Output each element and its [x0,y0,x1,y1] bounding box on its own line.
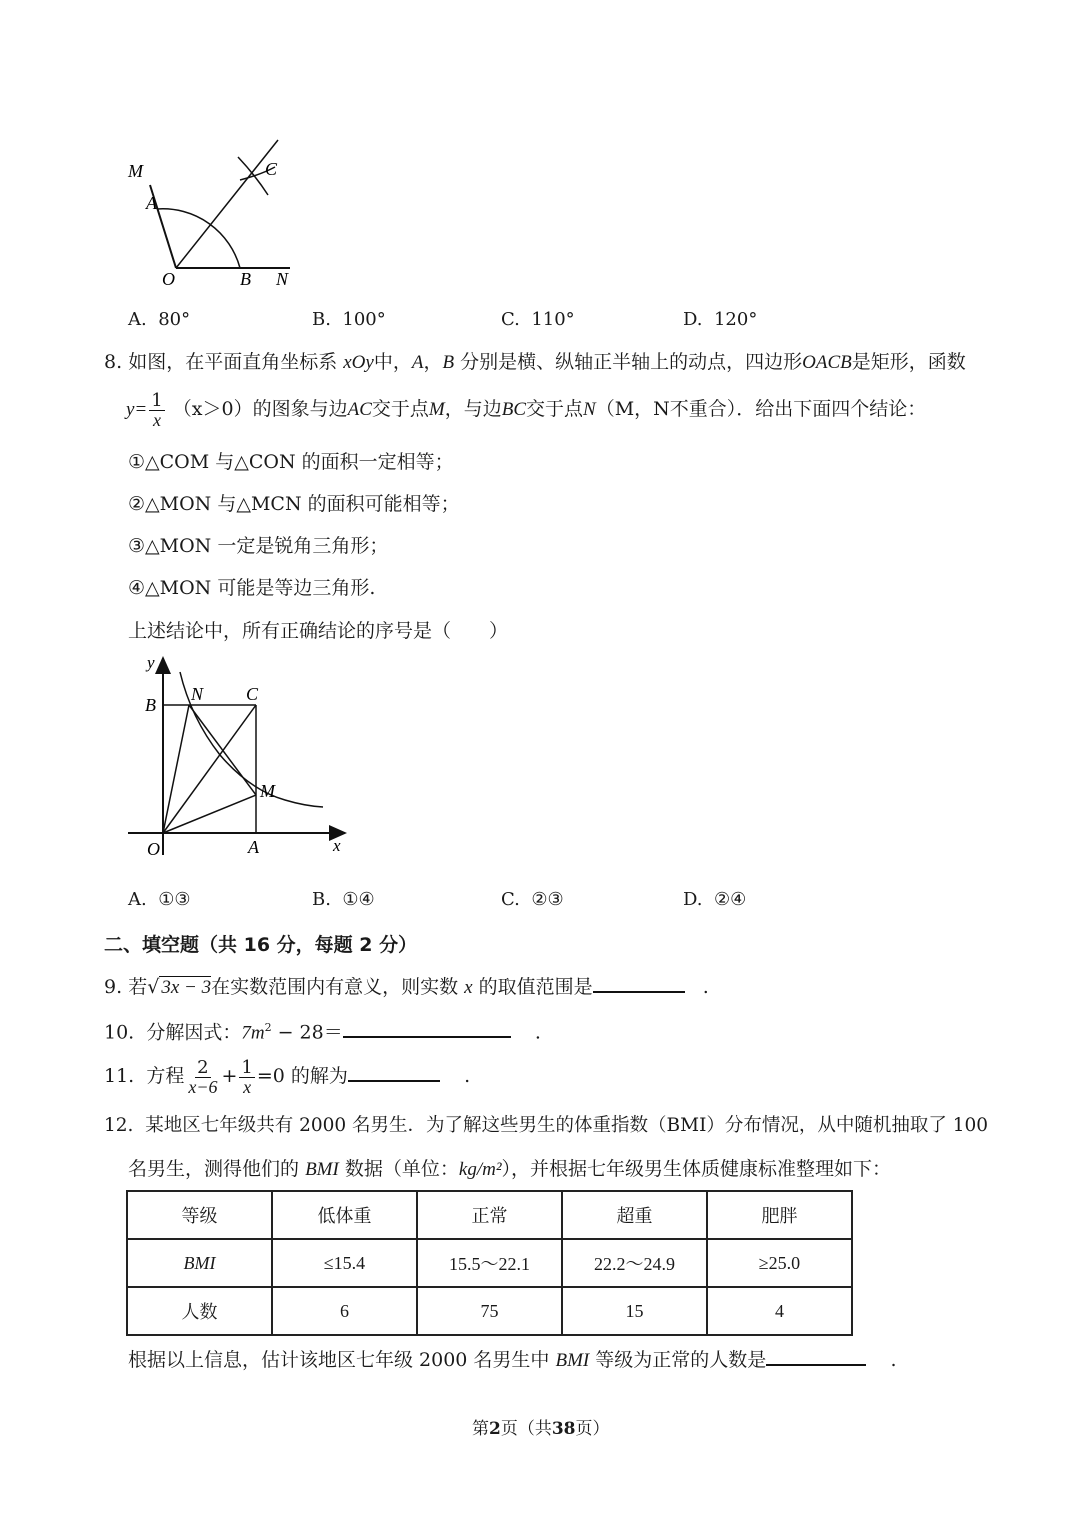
q7-label-N: N [276,269,289,289]
table-cell: 肥胖 [707,1191,852,1239]
q8-line1: 8. 如图，在平面直角坐标系 xOy中，A，B 分别是横、纵轴正半轴上的动点，四边形OACB是矩形，函数 [104,351,966,373]
q9-radicand: 3x − 3 [161,977,212,998]
q8-label-y: y [147,653,155,672]
q8-label-O: O [147,839,160,859]
q12-tail: 根据以上信息，估计该地区七年级 2000 名男生中 BMI 等级为正常的人数是 . [128,1346,897,1374]
q7-label-C: C [265,159,278,179]
q10: 10. 分解因式：$7m^2 - 28=$ . [104,1015,541,1046]
q8-figure [125,650,355,865]
table-cell: 75 [417,1287,562,1335]
q7-option-c: C. 110° [501,309,575,330]
q8-conclusion-4: ④△MON 可能是等边三角形. [128,577,376,599]
q8-option-b: B. ①④ [312,889,375,910]
table-cell: ≥25.0 [707,1239,852,1287]
table-row [127,1287,852,1335]
q7-label-A: A [146,193,157,213]
q12-answer-blank[interactable] [766,1346,866,1366]
table-cell: 超重 [562,1191,707,1239]
table-cell: 等级 [127,1191,272,1239]
q7-label-B: B [240,269,251,289]
q8-label-A: A [248,837,259,857]
table-cell: 4 [707,1287,852,1335]
q9-answer-blank[interactable] [593,973,685,993]
q7-option-b: B. 100° [312,309,386,330]
table-cell: 15.5～22.1 [417,1239,562,1287]
q7-option-d: D. 120° [683,309,758,330]
q8-conclusion-1: ①△COM 与△CON 的面积一定相等； [128,451,454,473]
q11: 11. 方程 $\frac{2}{x-6}$ + $\frac{1}{x}$ =0 的解为 . [104,1056,471,1097]
q8-option-d: D. ②④ [683,889,747,910]
table-cell: 正常 [417,1191,562,1239]
q9: 9. 若√ 3x − 3在实数范围内有意义，则实数 x 的取值范围是 . [104,973,709,1001]
table-row [127,1239,852,1287]
q8-question: 上述结论中，所有正确结论的序号是（ ） [128,620,509,642]
q7-figure [120,135,320,295]
table-cell: 人数 [127,1287,272,1335]
q7-label-O: O [162,269,175,289]
q8-option-c: C. ②③ [501,889,564,910]
table-row [127,1191,852,1239]
q8-label-M: M [260,781,275,801]
q11-answer-blank[interactable] [348,1062,440,1082]
table-cell: BMI [127,1239,272,1287]
q8-label-x: x [333,836,341,855]
table-cell: 低体重 [272,1191,417,1239]
q12-line1: 12. 某地区七年级共有 2000 名男生．为了解这些男生的体重指数（BMI）分布情况，从中随机抽取了 100 [104,1115,989,1136]
q8-fraction: $\frac{1}{x}$ [151,389,163,430]
q8-label-N: N [191,684,204,704]
q10-answer-blank[interactable] [343,1018,511,1038]
page-footer: 第2页（共38页） [472,1419,610,1439]
bmi-table [126,1190,853,1336]
q7-label-M: M [128,161,143,181]
table-cell: ≤15.4 [272,1239,417,1287]
q8-label-B: B [145,695,156,715]
table-cell: 15 [562,1287,707,1335]
section-heading: 二、填空题（共 16 分，每题 2 分） [104,934,418,956]
q7-option-a: A. 80° [128,309,191,330]
q8-conclusion-2: ②△MON 与△MCN 的面积可能相等； [128,493,460,515]
table-cell: 6 [272,1287,417,1335]
q12-line2: 名男生，测得他们的 BMI 数据（单位：kg/m²），并根据七年级男生体质健康标准整理如下： [128,1158,892,1180]
q8-conclusion-3: ③△MON 一定是锐角三角形； [128,535,389,557]
table-cell: 22.2～24.9 [562,1239,707,1287]
q8-line2: y= $\frac{1}{x}$ （x＞0）的图象与边AC交于点M，与边BC交于点N（M，N不重合）．给出下面四个结论： [126,389,927,430]
q8-label-C: C [246,684,259,704]
q8-option-a: A. ①③ [128,889,191,910]
